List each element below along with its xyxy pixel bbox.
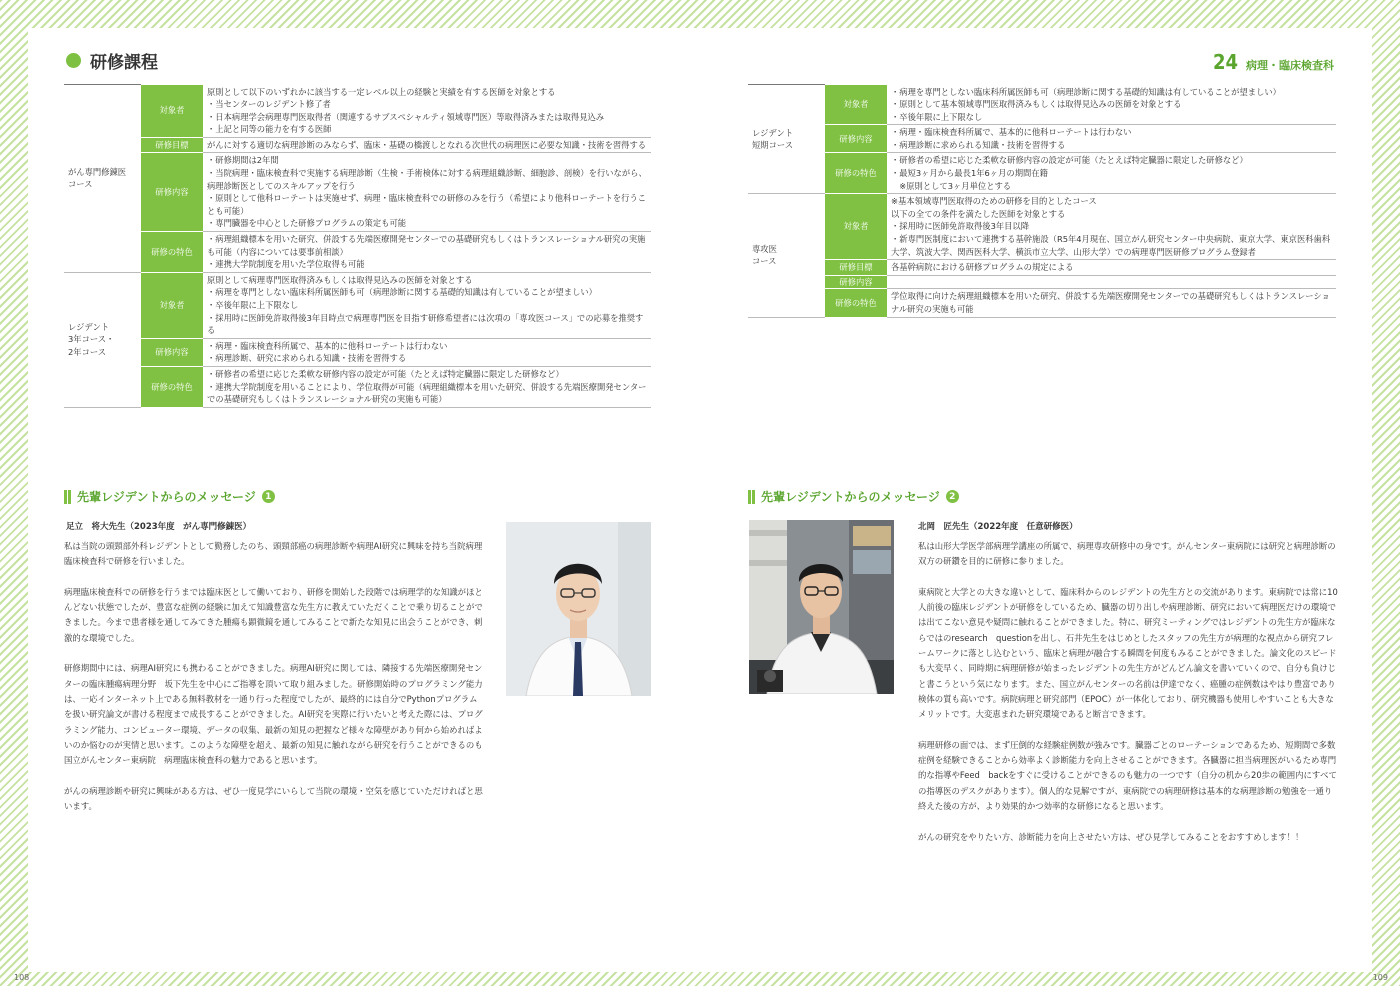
row-value-line: ・病理診断に求められる知識・技術を習得する — [891, 139, 1066, 150]
message-paragraph: 東病院と大学との大きな違いとして、臨床科からのレジデントの先生方との交流があります。東病院では常に10人前後の臨床レジデントが研修をしているため、臓器の切り出しや病理診断、研究において病理医だけの環境では出てこない意見や疑問に触れることができました。特に、研究ミーティングではレジデントの先生方が臨床ならではのresearch questionを出し、石井先生をはじめとしたスタッフの先生方が病理的な視点から研究フレームワークに落とし込むという、臨床と病理が融合する瞬間を何度もみることができました。論文化のスピードも大変早く、同時期に病理研修が始まったレジデントの先生方がどんどん論文を書いていくので、自分も負けじと書こうという気になります。また、国立がんセンターの名前は伊達でなく、癌腫の症例数はやはり豊富であり検体の質も高いです。病院病理と研究部門（EPOC）が一体化しており、研究機器も使用しやすいことも大きなメリットです。大変恵まれた研究環境であると断言できます。 — [918, 586, 1338, 720]
row-value-line: ・最短3ヶ月から最長1年6ヶ月の期間在籍 — [891, 168, 1048, 179]
row-label: 対象者 — [825, 85, 887, 125]
message-title: 先輩レジデントからのメッセージ — [761, 490, 940, 504]
row-value-line: ・採用時に医師免許取得後3年目時点で病理専門医を目指す研修希望者には次項の「専攻医コース」での応募を推奨する — [207, 312, 644, 336]
row-value-line: ・当センターのレジデント修了者 — [207, 99, 331, 110]
row-value — [203, 232, 651, 273]
course-name: レジデント 短期コース — [748, 85, 825, 194]
row-value-line: ・原則として基本領域専門医取得済みもしくは取得見込みの医師を対象とする — [891, 99, 1182, 110]
row-value — [887, 125, 1336, 153]
row-value — [887, 153, 1336, 194]
row-value — [203, 338, 651, 366]
row-value-line: ・病理・臨床検査科所属で、基本的に他科ローテートは行わない — [207, 340, 448, 351]
page-number-left: 108 — [14, 973, 30, 982]
row-value — [203, 137, 651, 153]
row-value-line: ・日本病理学会病理専門医取得者（関連するサブスペシャルティ領域専門医）等取得済みまたは取得見込み — [207, 111, 605, 122]
message-author: 足立 将大先生（2023年度 がん専門修錬医） — [66, 522, 252, 532]
course-table-row — [748, 289, 1336, 317]
page-number-right: 109 — [1372, 973, 1388, 982]
row-value-line: 原則として病理専門医取得済みもしくは取得見込みの医師を対象とする — [207, 274, 473, 285]
row-value-line: ・病理組織標本を用いた研究、併設する先端医療開発センターでの基礎研究もしくはトランスレーショナル研究の実施も可能（内容については要事前相談） — [207, 234, 646, 257]
row-label: 対象者 — [141, 85, 203, 138]
course-name: レジデント 3年コース・ 2年コース — [64, 272, 141, 407]
message-body — [64, 539, 484, 830]
row-label: 研修内容 — [141, 338, 203, 366]
message-number-badge: 1 — [262, 490, 275, 503]
course-table-row — [64, 137, 651, 153]
course-table-row — [64, 338, 651, 366]
row-label: 研修の特色 — [141, 232, 203, 273]
course-table-row — [748, 194, 1336, 260]
row-label: 研修の特色 — [141, 366, 203, 407]
row-label: 対象者 — [825, 194, 887, 260]
section-heading — [66, 48, 158, 73]
resident-photo-2 — [749, 520, 894, 694]
row-value-line: ・連携大学院制度を用いた学位取得も可能 — [207, 259, 365, 270]
row-label: 研修目標 — [141, 137, 203, 153]
row-value-line: ・研修期間は2年間 — [207, 155, 279, 166]
message-paragraph: 病理研修の面では、まず圧倒的な経験症例数が強みです。臓器ごとのローテーションであるため、短期間で多数症例を経験できることから効率よく診断能力を向上させることができます。各臓器に担当病理医がいるため専門的な指導やFeed backをすぐに受けることができるのも魅力の一つです（自分の机から20歩の範囲内にすべての指導医のデスクがあります）。個人的な見解ですが、東病院での病理研修は基本的な病理診断の勉強を一通り終えた後の方が、より効果的かつ効率的な研修になると思います。 — [918, 739, 1337, 812]
message-heading-1 — [64, 488, 275, 505]
course-name: 専攻医 コース — [748, 194, 825, 317]
row-value — [203, 366, 651, 407]
message-author: 北岡 匠先生（2022年度 任意研修医） — [918, 522, 1078, 532]
row-value — [887, 275, 1336, 289]
chapter-number: 24 — [1212, 50, 1238, 74]
row-value — [203, 153, 651, 232]
row-label: 対象者 — [141, 272, 203, 338]
row-value-line: ・原則として他科ローテートは実施せず、病理・臨床検査科での研修のみを行う（希望により他科ローテートを行うことも可能） — [207, 193, 647, 216]
heading-bar-icon — [64, 490, 67, 504]
course-table-row — [64, 232, 651, 273]
course-table-row — [64, 366, 651, 407]
course-table-row — [64, 153, 651, 232]
row-value-line: ・新専門医制度において連携する基幹施設（R5年4月現在、国立がん研究センター中央病院、東京大学、東京医科歯科大学、筑波大学、関西医科大学、横浜市立大学、山形大学）での病理専門医研修プログラム登録者 — [891, 234, 1331, 257]
course-table-row — [748, 125, 1336, 153]
row-value — [203, 85, 651, 138]
section-title: 研修課程 — [90, 53, 158, 73]
chapter-heading — [1213, 50, 1334, 74]
row-label: 研修内容 — [825, 125, 887, 153]
row-value-line: ・病理を専門としない臨床科所属医師も可（病理診断に関する基礎的知識は有していることが望ましい） — [891, 86, 1281, 97]
row-value-line: がんに対する適切な病理診断のみならず、臨床・基礎の橋渡しとなれる次世代の病理医に必要な知識・技術を習得する — [207, 139, 647, 150]
row-value-line: ・病理診断、研究に求められる知識・技術を習得する — [207, 353, 407, 364]
row-label: 研修目標 — [825, 260, 887, 276]
row-value-line: ※基本領域専門医取得のための研修を目的としたコース — [891, 196, 1097, 207]
message-paragraph: がんの研究をやりたい方、診断能力を向上させたい方は、ぜひ見学してみることをおすすめします！！ — [918, 831, 1304, 842]
row-value-line: ・当院病理・臨床検査科で実施する病理診断（生検・手術検体に対する病理組織診断、細胞診、剖検）を行いながら、病理診断医としてのスキルアップを行う — [207, 168, 647, 191]
course-table-row — [64, 85, 651, 138]
course-table-row — [64, 272, 651, 338]
row-value-line: ・病理を専門としない臨床科所属医師も可（病理診断に関する基礎的知識は有していることが望ましい） — [207, 287, 597, 298]
right-page — [700, 28, 1388, 982]
row-value — [887, 260, 1336, 276]
heading-bar-icon — [748, 490, 751, 504]
row-value-line: 原則として以下のいずれかに該当する一定レベル以上の経験と実績を有する医師を対象とする — [207, 86, 556, 97]
row-value-line: 以下の全ての条件を満たした医師を対象とする — [891, 208, 1066, 219]
message-number-badge: 2 — [946, 490, 959, 503]
course-table-row — [748, 260, 1336, 276]
row-value — [887, 289, 1336, 317]
row-value-line: ・病理・臨床検査科所属で、基本的に他科ローテートは行わない — [891, 127, 1132, 138]
message-paragraph: 私は山形大学医学部病理学講座の所属で、病理専攻研修中の身です。がんセンター東病院には研究と病理診断の双方の研鑽を目的に研修に参りました。 — [918, 541, 1336, 567]
message-body — [918, 539, 1338, 860]
row-value — [887, 85, 1336, 125]
message-paragraph: 研修期間中には、病理AI研究にも携わることができました。病理AI研究に関しては、隣接する先端医療開発センターの臨床腫瘍病理分野 坂下先生を中心にご指導を頂いて取り組みました。研修開始時のプログラミング能力は、一応インターネット上である無料教材を一通り行った程度でしたが、最終的には自分でPythonプログラムを扱い研究論文が書ける程度まで成長することができました。AI研究を実際に行いたいと考えた際には、プログラミング能力、コンピューター環境、データの収集、最新の知見の把握など様々な障壁があり何から始めればよいのか悩むのが実情と思います。このような障壁を超え、最新の知見に触れながら研究を行うことができるのも国立がんセンター東病院 病理臨床検査科の魅力であると思います。 — [64, 663, 483, 766]
chapter-name: 病理・臨床検査科 — [1246, 59, 1334, 72]
row-label: 研修の特色 — [825, 153, 887, 194]
row-value-line: ・上記と同等の能力を有する医師 — [207, 124, 332, 135]
course-table-row — [748, 85, 1336, 125]
row-label: 研修内容 — [141, 153, 203, 232]
message-paragraph: がんの病理診断や研究に興味がある方は、ぜひ一度見学にいらして当院の環境・空気を感じていただければと思います。 — [64, 785, 483, 812]
row-value-line: ・卒後年限に上下限なし — [207, 300, 299, 310]
row-value-line: ※原則として3ヶ月単位とする — [891, 180, 1012, 191]
row-value-line: ・連携大学院制度を用いることにより、学位取得が可能（病理組織標本を用いた研究、併設する先端医療開発センターでの基礎研究もしくはトランスレーショナル研究の実施も可能） — [207, 381, 647, 405]
message-heading-2 — [748, 488, 959, 505]
course-table-right — [748, 84, 1336, 318]
course-table-row — [748, 275, 1336, 289]
row-value-line: ・卒後年限に上下限なし — [891, 111, 983, 122]
row-value-line: ・採用時に医師免許取得後3年目以降 — [891, 221, 1030, 232]
row-value-line: 学位取得に向けた病理組織標本を用いた研究、併設する先端医療開発センターでの基礎研究もしくはトランスレーショナル研究の実施も可能 — [891, 291, 1330, 314]
course-table-row — [748, 153, 1336, 194]
resident-photo-1 — [506, 522, 651, 696]
row-label: 研修の特色 — [825, 289, 887, 317]
row-value-line: 各基幹病院における研修プログラムの規定による — [891, 262, 1074, 273]
row-label: 研修内容 — [825, 275, 887, 289]
message-title: 先輩レジデントからのメッセージ — [77, 490, 256, 504]
course-table-left — [64, 84, 651, 408]
row-value-line: ・研修者の希望に応じた柔軟な研修内容の設定が可能（たとえば特定臓器に限定した研修など） — [207, 368, 564, 379]
message-paragraph: 私は当院の頭頸部外科レジデントとして勤務したのち、頭頸部癌の病理診断や病理AI研究に興味を持ち当院病理臨床検査科で研修を行いました。 — [64, 541, 483, 567]
row-value — [203, 272, 651, 338]
left-page — [14, 28, 700, 982]
row-value-line: ・専門臓器を中心とした研修プログラムの策定も可能 — [207, 218, 407, 229]
row-value — [887, 194, 1336, 260]
row-value-line: ・研修者の希望に応じた柔軟な研修内容の設定が可能（たとえば特定臓器に限定した研修など） — [891, 155, 1248, 166]
green-dot-icon — [66, 53, 81, 68]
message-paragraph: 病理臨床検査科での研修を行うまでは臨床医として働いており、研修を開始した段階では病理学的な知識がほとんどない状態でしたが、豊富な症例の経験に加えて知識豊富な先生方に教えていただくことで乗り切ることができました。今まで患者様を通してみてきた腫瘍も顕微鏡を通してみることで新たな知見に出会うことができ、刺激的な環境でした。 — [64, 586, 483, 643]
course-name: がん専門修錬医 コース — [64, 85, 141, 273]
